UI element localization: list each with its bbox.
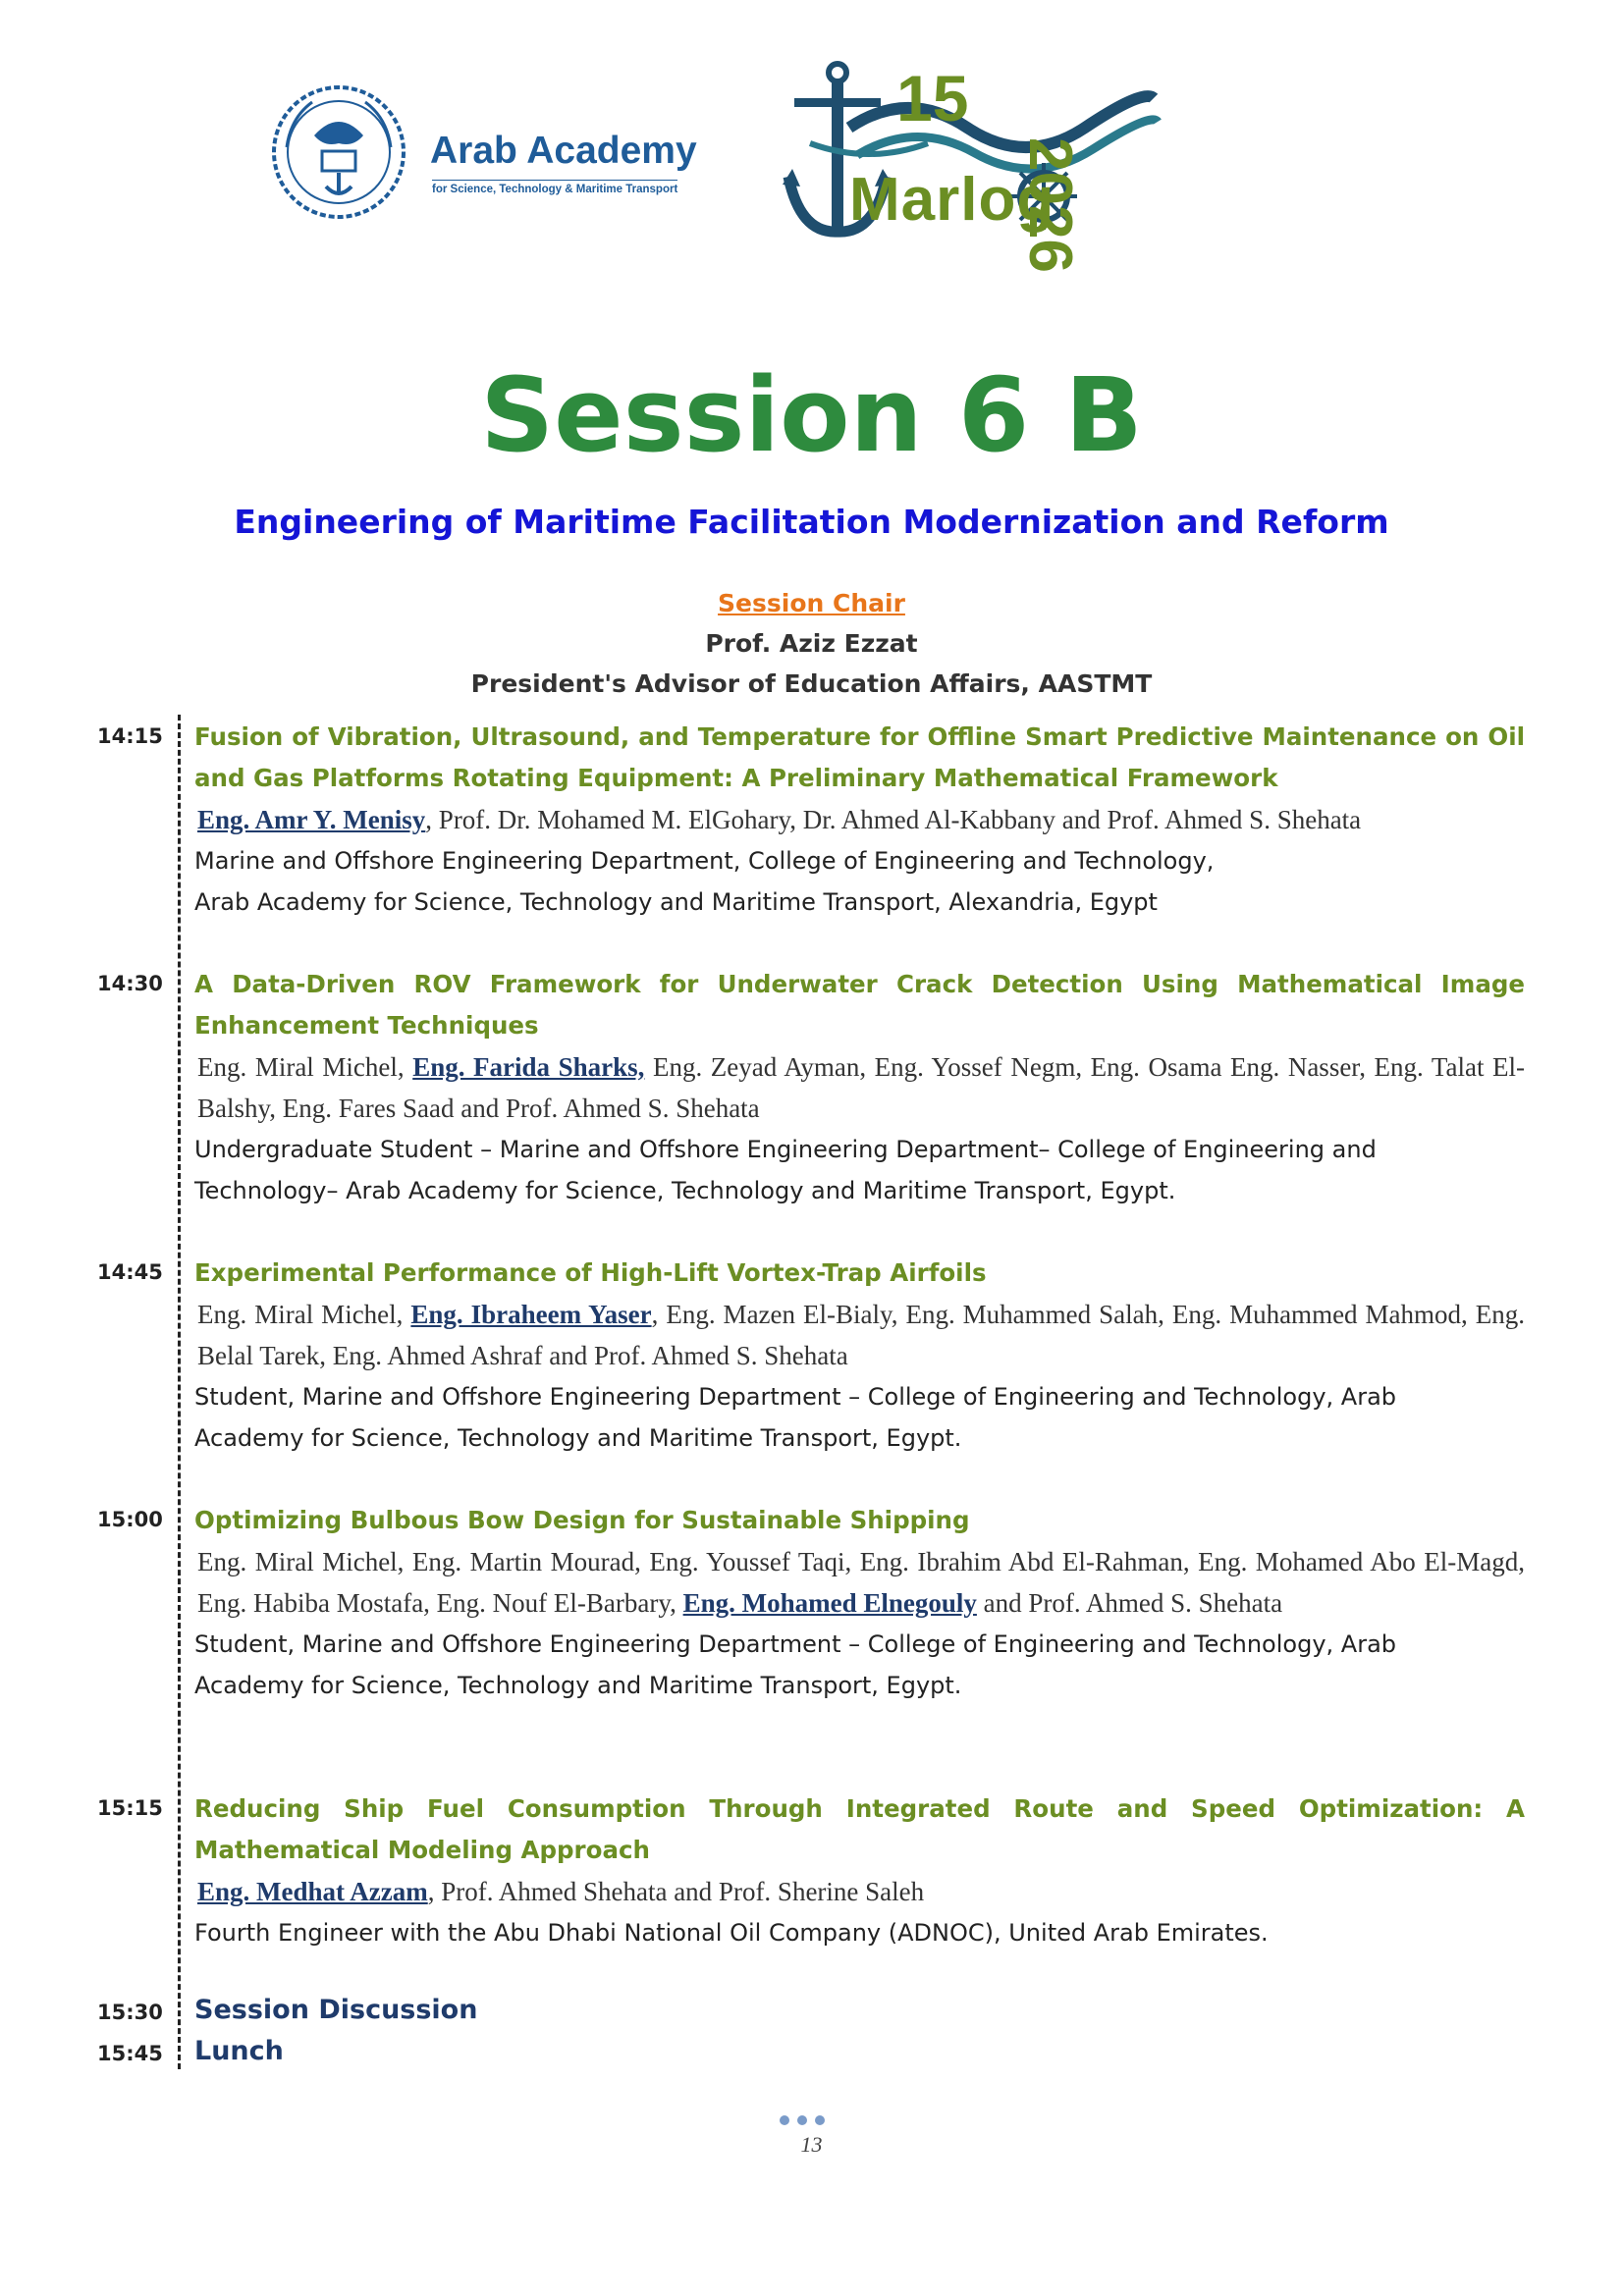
paper-entry xyxy=(194,1500,1525,1706)
affiliation-line: Student, Marine and Offshore Engineering Department – College of Engineering and Technology, Arab xyxy=(194,1630,1397,1658)
paper-title: Reducing Ship Fuel Consumption Through Integrated Route and Speed Optimization: A Mathematical Modeling Approach xyxy=(194,1794,1525,1864)
presenter-name: Eng. Medhat Azzam xyxy=(197,1877,428,1906)
paper-authors: Eng. Miral Michel, Eng. Ibraheem Yaser, Eng. Mazen El-Bialy, Eng. Muhammed Salah, Eng. Muhammed Mahmod, Eng. Belal Tarek, Eng. Ahmed Ashraf and Prof. Ahmed S. Shehata xyxy=(197,1300,1525,1370)
affiliation-line: Student, Marine and Offshore Engineering Department – College of Engineering and Technology, Arab xyxy=(194,1383,1397,1411)
session-chair-role: President's Advisor of Education Affairs, AASTMT xyxy=(470,669,1153,698)
time-slot: 15:45 xyxy=(97,2042,163,2065)
presenter-name: Eng. Mohamed Elnegouly xyxy=(682,1588,977,1618)
paper-entry xyxy=(194,964,1525,1211)
paper-title: Experimental Performance of High-Lift Vortex-Trap Airfoils xyxy=(194,1258,987,1287)
session-chair-name: Prof. Aziz Ezzat xyxy=(705,629,918,658)
affiliation-line: Academy for Science, Technology and Maritime Transport, Egypt. xyxy=(194,1672,962,1699)
paper-title: A Data-Driven ROV Framework for Underwater Crack Detection Using Mathematical Image Enhancement Techniques xyxy=(194,970,1525,1040)
paper-title: Fusion of Vibration, Ultrasound, and Temperature for Offline Smart Predictive Maintenance on Oil and Gas Platforms Rotating Equipment: A Preliminary Mathematical Framework xyxy=(194,722,1525,792)
session-title: Session 6 B xyxy=(480,355,1143,475)
timeline-divider xyxy=(178,715,181,2069)
paper-authors: Eng. Medhat Azzam, Prof. Ahmed Shehata and Prof. Sherine Saleh xyxy=(197,1877,925,1906)
presenter-name: Eng. Amr Y. Menisy xyxy=(197,805,426,834)
affiliation-line: Undergraduate Student – Marine and Offshore Engineering Department– College of Engineering and xyxy=(194,1136,1377,1163)
paper-authors: Eng. Amr Y. Menisy, Prof. Dr. Mohamed M. ElGohary, Dr. Ahmed Al-Kabbany and Prof. Ahmed S. Shehata xyxy=(197,805,1362,834)
presenter-name: Eng. Ibraheem Yaser xyxy=(410,1300,652,1329)
time-slot: 15:30 xyxy=(97,2001,163,2024)
page-number: 13 xyxy=(800,2132,823,2157)
time-slot: 14:30 xyxy=(97,972,163,995)
paper-title: Optimizing Bulbous Bow Design for Sustainable Shipping xyxy=(194,1506,970,1534)
marlog-name: Marlog xyxy=(849,166,1055,234)
page-ornament xyxy=(776,2112,844,2126)
marlog-number: 15 xyxy=(896,62,969,134)
lunch-break: Lunch xyxy=(194,2036,284,2066)
aast-tagline: for Science, Technology & Maritime Transport xyxy=(432,180,677,195)
affiliation-line: Fourth Engineer with the Abu Dhabi National Oil Company (ADNOC), United Arab Emirates. xyxy=(194,1919,1269,1947)
time-slot: 14:15 xyxy=(97,724,163,748)
marlog-logo xyxy=(781,59,1193,273)
paper-authors: Eng. Miral Michel, Eng. Farida Sharks, Eng. Zeyad Ayman, Eng. Yossef Negm, Eng. Osama Eng. Nasser, Eng. Talat El-Balshy, Eng. Fares Saad and Prof. Ahmed S. Shehata xyxy=(197,1052,1526,1123)
time-slot: 14:45 xyxy=(97,1260,163,1284)
session-discussion: Session Discussion xyxy=(194,1995,478,2025)
paper-entry xyxy=(194,1253,1525,1459)
session-subtitle: Engineering of Maritime Facilitation Modernization and Reform xyxy=(234,503,1389,541)
aast-emblem-icon xyxy=(265,79,412,226)
affiliation-line: Academy for Science, Technology and Maritime Transport, Egypt. xyxy=(194,1424,962,1452)
paper-entry xyxy=(194,717,1525,923)
time-slot: 15:00 xyxy=(97,1508,163,1531)
session-chair-label: Session Chair xyxy=(718,589,905,617)
time-slot: 15:15 xyxy=(97,1796,163,1820)
affiliation-line: Technology– Arab Academy for Science, Technology and Maritime Transport, Egypt. xyxy=(194,1177,1176,1204)
affiliation-line: Arab Academy for Science, Technology and Maritime Transport, Alexandria, Egypt xyxy=(194,888,1158,916)
aast-name: Arab Academy xyxy=(430,130,697,172)
aast-logo xyxy=(265,79,736,226)
marlog-year: 2026 xyxy=(1016,137,1084,273)
paper-entry xyxy=(194,1789,1525,1953)
presenter-name: Eng. Farida Sharks, xyxy=(412,1052,645,1082)
affiliation-line: Marine and Offshore Engineering Department, College of Engineering and Technology, xyxy=(194,847,1215,875)
paper-authors: Eng. Miral Michel, Eng. Martin Mourad, Eng. Youssef Taqi, Eng. Ibrahim Abd El-Rahman, Eng. Mohamed Abo El-Magd, Eng. Habiba Mostafa, Eng. Nouf El-Barbary, Eng. Mohamed Elnegouly and Prof. Ahmed S. Shehata xyxy=(197,1547,1525,1618)
